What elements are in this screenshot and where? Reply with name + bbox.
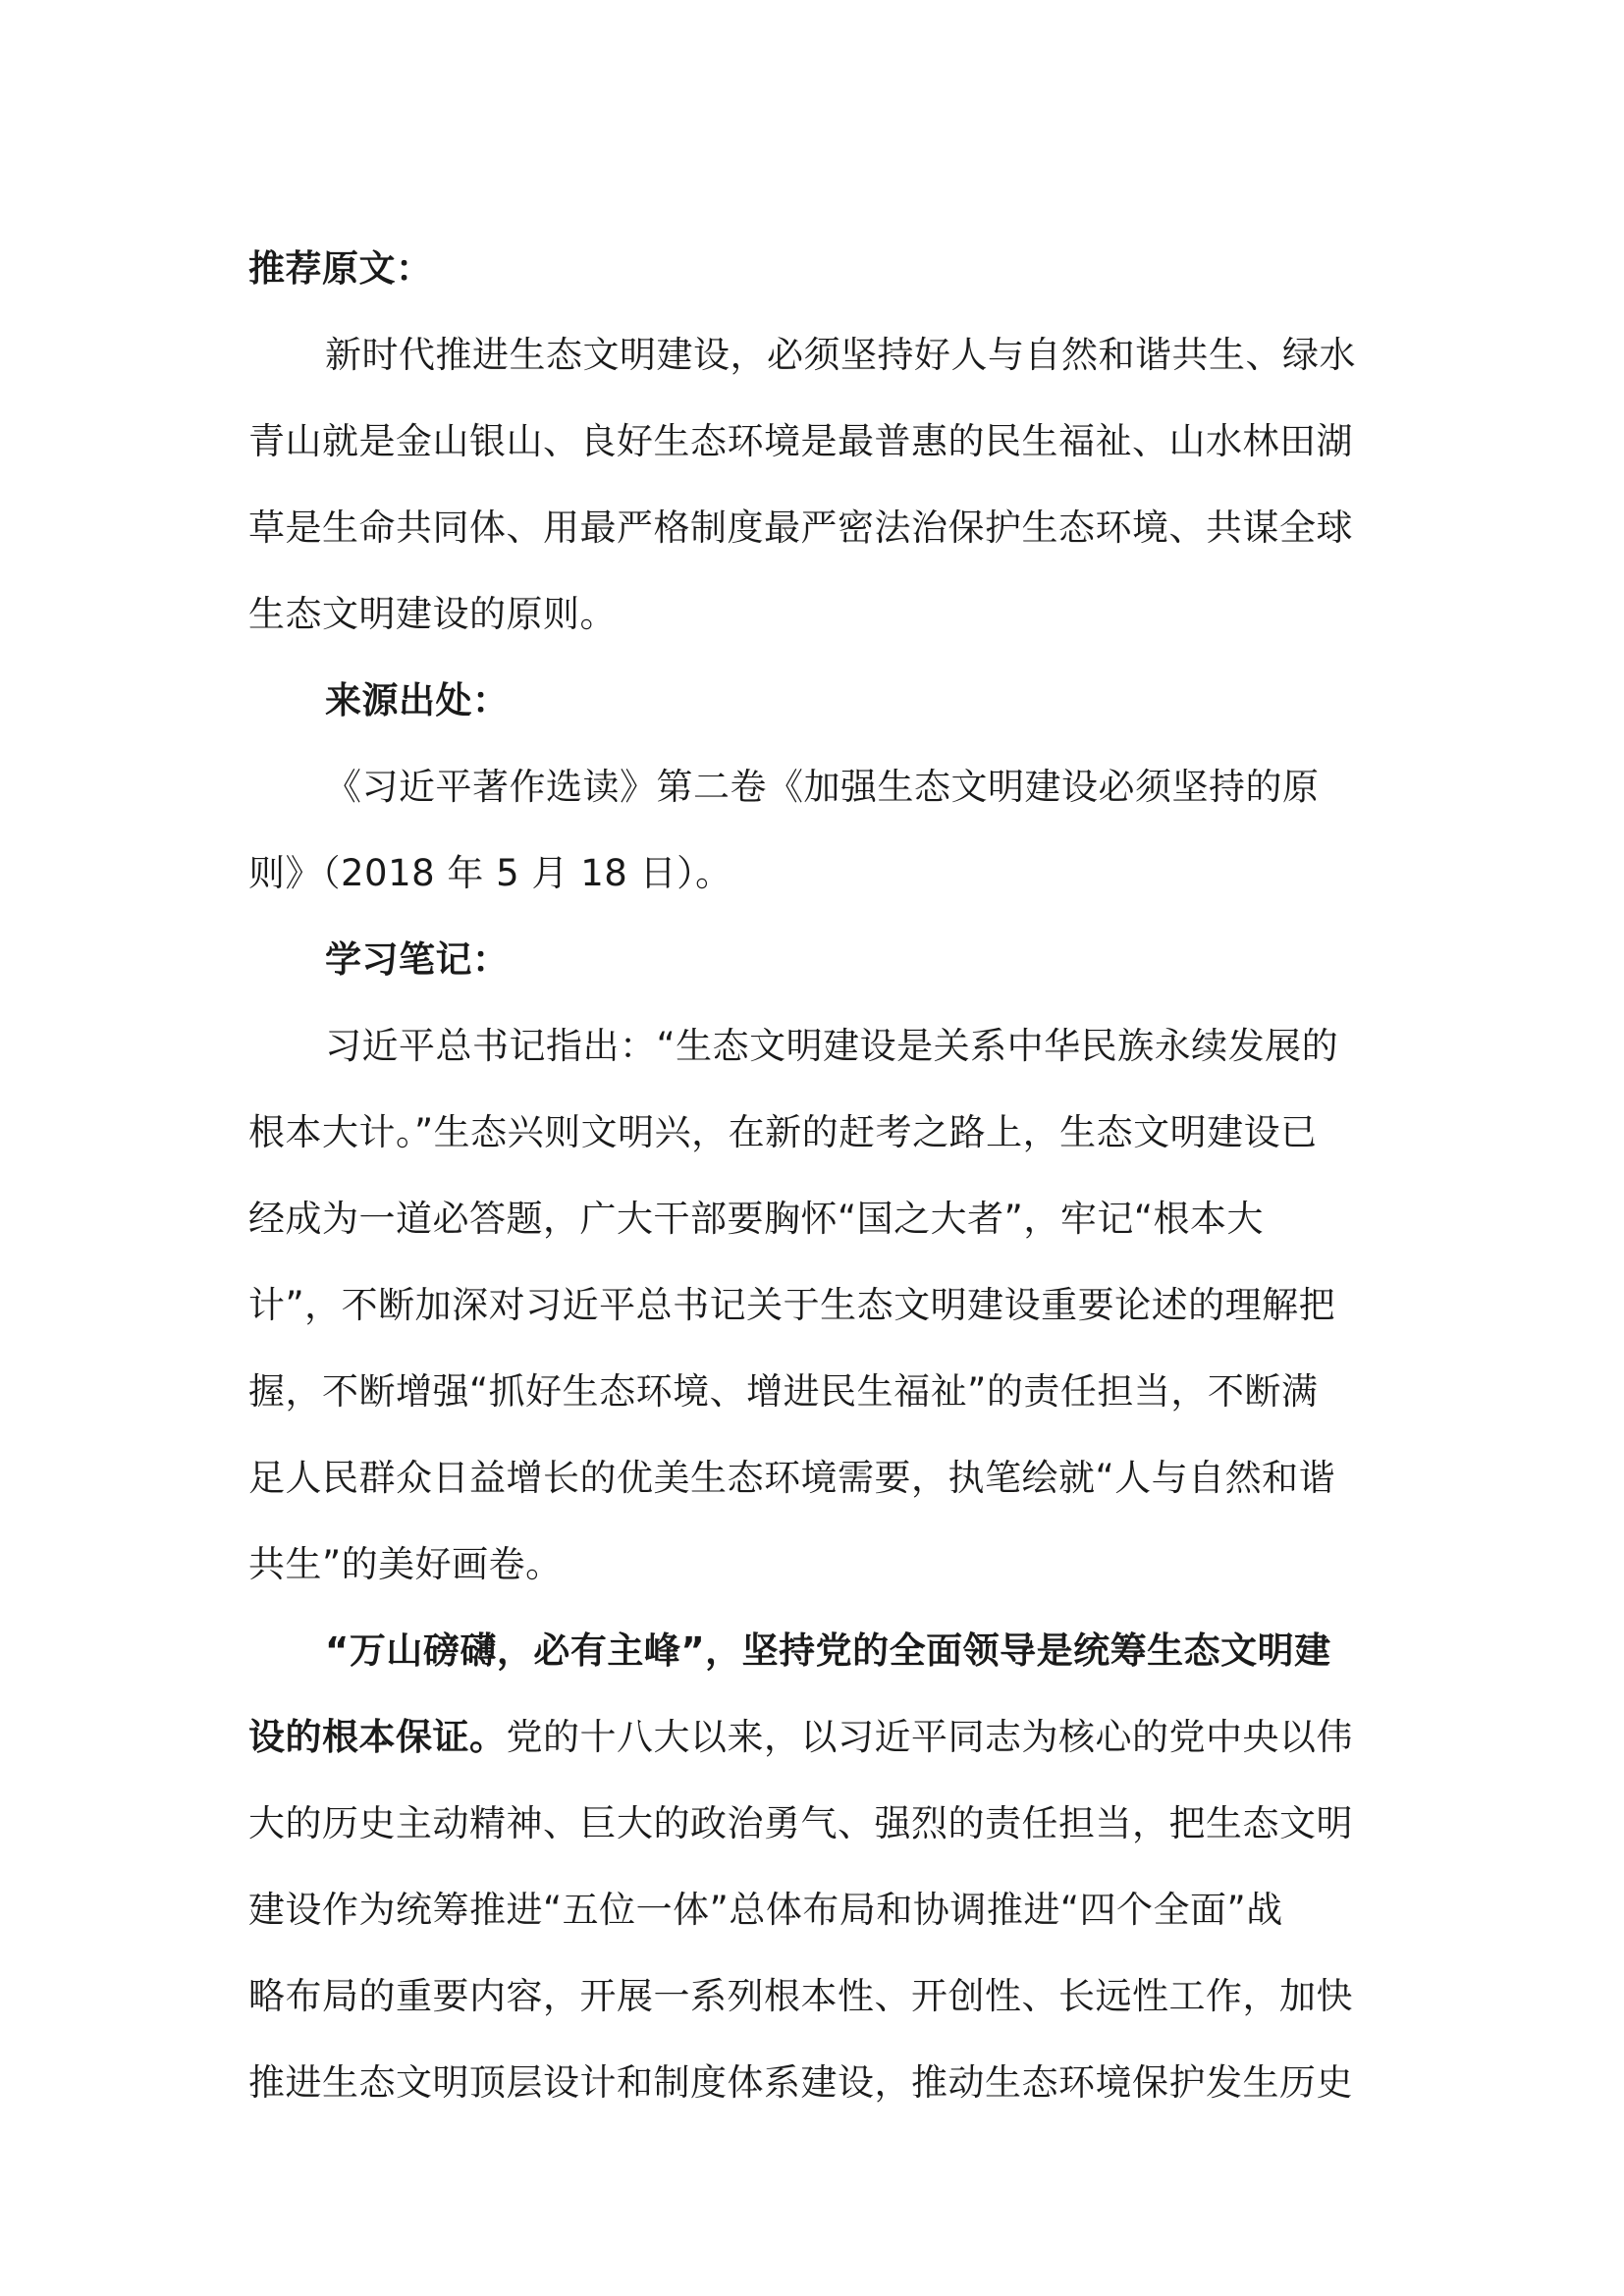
para2-mixed-line — [248, 1694, 1363, 1781]
original-text-line: 新时代推进生态文明建设，必须坚持好人与自然和谐共生、绿水 — [325, 334, 1356, 376]
notes-text-line: 计”，不断加深对习近平总书记关于生态文明建设重要论述的理解把 — [248, 1284, 1336, 1326]
para2-text-line: 大的历史主动精神、巨大的政治勇气、强烈的责任担当，把生态文明 — [248, 1802, 1353, 1844]
original-text-line: 草是生命共同体、用最严格制度最严密法治保护生态环境、共谋全球 — [248, 507, 1353, 549]
original-text-line: 青山就是金山银山、良好生态环境是最普惠的民生福祉、山水林田湖 — [248, 420, 1353, 462]
para2-text-line: 推进生态文明顶层设计和制度体系建设，推动生态环境保护发生历史 — [248, 2061, 1353, 2104]
notes-text-line: 足人民群众日益增长的优美生态环境需要，执笔绘就“人与自然和谐 — [248, 1457, 1336, 1499]
heading-recommended: 推荐原文： — [248, 247, 433, 290]
para2-bold-line: “万山磅礴，必有主峰”，坚持党的全面领导是统筹生态文明建 — [325, 1629, 1331, 1672]
para2-text-line: 略布局的重要内容，开展一系列根本性、开创性、长远性工作，加快 — [248, 1975, 1353, 2017]
heading-notes: 学习笔记： — [325, 938, 510, 981]
para2-rest: 党的十八大以来，以习近平同志为核心的党中央以伟 — [506, 1716, 1353, 1758]
notes-text-line: 握，不断增强“抓好生态环境、增进民生福祉”的责任担当，不断满 — [248, 1370, 1319, 1413]
heading-source: 来源出处： — [325, 679, 510, 721]
notes-text-line: 习近平总书记指出：“生态文明建设是关系中华民族永续发展的 — [325, 1025, 1339, 1067]
original-text-line: 生态文明建设的原则。 — [248, 593, 617, 635]
source-text-line: 则》（2018 年 5 月 18 日）。 — [248, 852, 732, 894]
notes-text-line: 共生”的美好画卷。 — [248, 1543, 563, 1585]
notes-text-line: 根本大计。”生态兴则文明兴，在新的赶考之路上，生态文明建设已 — [248, 1111, 1318, 1153]
para2-bold-part: 设的根本保证。 — [248, 1716, 507, 1758]
source-text-line: 《习近平著作选读》第二卷《加强生态文明建设必须坚持的原 — [325, 766, 1320, 808]
para2-text-line: 建设作为统筹推进“五位一体”总体布局和协调推进“四个全面”战 — [248, 1889, 1283, 1931]
notes-text-line: 经成为一道必答题，广大干部要胸怀“国之大者”，牢记“根本大 — [248, 1198, 1265, 1240]
document-page — [248, 226, 1363, 2126]
